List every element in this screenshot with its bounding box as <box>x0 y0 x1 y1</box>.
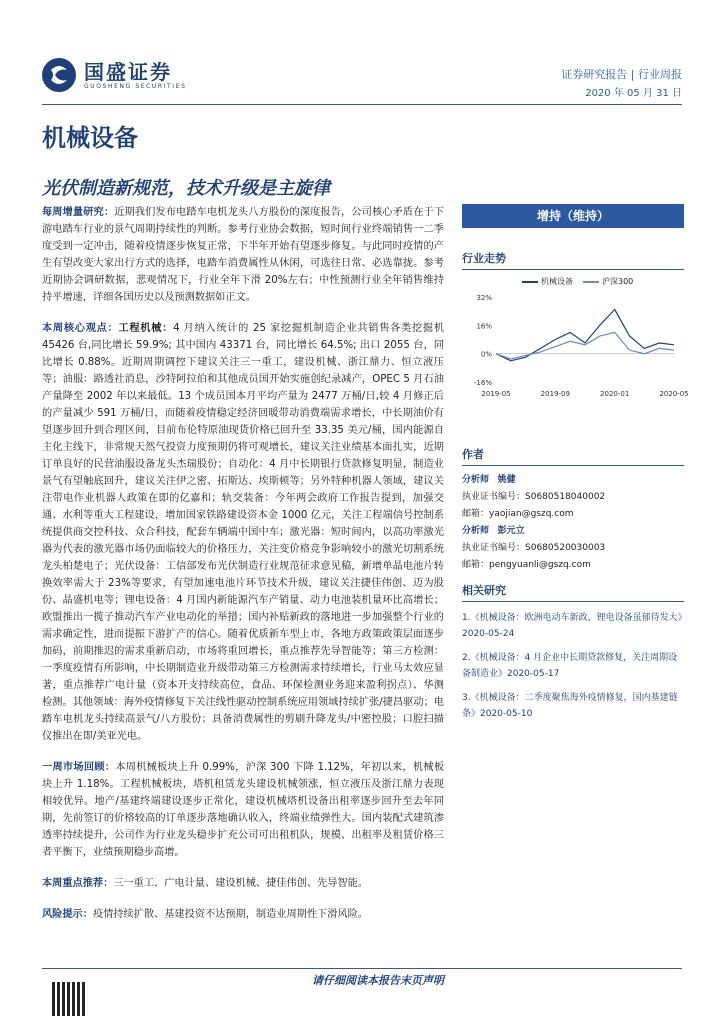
footer-divider <box>42 968 682 969</box>
trend-chart <box>462 276 689 416</box>
logo-english: GUOSHENG SECURITIES <box>84 82 187 90</box>
rating-badge: 增持（维持） <box>462 204 684 228</box>
series-line <box>496 332 674 359</box>
page-subtitle: 光伏制造新规范，技术升级是主旋律 <box>42 178 330 199</box>
related-item[interactable]: 2.《机械设备：4 月企业中长期贷款修复，关注周期设备制造业》2020-05-17 <box>462 653 678 679</box>
related-list <box>462 610 684 722</box>
main-text <box>42 204 444 937</box>
y-tick-label: -16% <box>473 379 492 387</box>
page-title: 机械设备 <box>42 123 138 152</box>
x-tick-label: 2020-01 <box>600 390 630 398</box>
legend-item: 沪深300 <box>583 276 633 287</box>
related-item[interactable]: 1.《机械设备：欧洲电动车新政，锂电设备虽郁待发大》2020-05-24 <box>462 613 683 639</box>
report-type: 证券研究报告 | 行业周报 <box>561 68 682 81</box>
footer-disclaimer: 请仔细阅读本报告末页声明 <box>312 974 444 987</box>
author-heading: 作者 <box>462 446 684 466</box>
market-review: 一周市场回顾：本周机械板块上升 0.99%，沪深 300 下降 1.12%，年初以来，机械板块上升 1.18%。工程机械板块，塔机租赁龙头建设机械领涨，恒立液压及浙江鼎力表现相较优异。地产/基建终端建设逐步正常化，建设机械塔机设备出租率逐步回升至去年同期，先前签订的价格较高的订单逐步落地确认收入，终端业绩弹性大。国内装配式建筑渗透率持续提升，公司作为行业龙头稳步扩充公司可出租机队，规模、出租率及租赁价格三者平衡下，业绩预期稳步高增。 <box>42 762 445 858</box>
logo-icon <box>42 58 76 92</box>
author-block: 分析师 姚健 执业证书编号：S0680518040002 邮箱：yaojian@gszq.com 分析师 彭元立 执业证书编号：S0680520030003 邮箱：pengyuanli@gszq.com <box>462 472 684 574</box>
x-tick-label: 2019-05 <box>481 390 511 398</box>
risk-warning: 风险提示：疫情持续扩散、基建投资不达预期，制造业周期性下滑风险。 <box>42 909 368 920</box>
legend-item: 机械设备 <box>522 276 573 287</box>
logo-name: 国盛证券 <box>84 59 172 84</box>
core-views: 本周核心观点：工程机械：4 月纳入统计的 25 家挖掘机制造企业共销售各类挖掘机 45426 台,同比增长 59.9%; 其中国内 43371 台，同比增长 64.5%; 出口 2055 台，同比增长 0.88%。近期周期调控下建议关注三一重工，建设机械、浙江鼎力、恒立液压等；油服：路透社消息，沙特阿拉伯和其他成员国开始实施创纪录减产，OPEC 5 月石油产量降至 2002 年以来最低。13 个成员国本月平均产量为 2477 万桶/日,较 4 月修正后的产量减少 591 万桶/日，而随着疫情稳定经济回暖带动消费端需求增长，中长期油价有望逐步回升到合理区间，目前布伦特原油现货价格已回升至 33.35 美元/桶，国内能源自主化主线下，非常规天然气投资力度预期仍将可观增长，建议关注业绩基本面扎实，近期订单良好的民营油服设备龙头杰瑞股份；自动化：4 月中长期银行贷款修复明显，制造业景气有望触底回升，建议关注伊之密、拓斯达、埃斯顿等；另外特种机器人领域，建议关注带电作业机器人政策在即的亿嘉和；轨交装备：今年两会政府工作报告提到，加强交通、水利等重大工程建设，增加国家铁路建设资本金 1000 亿元，关注工程端信号控制系统提供商交控科技、众合科技，配套车辆端中国中车；激光器：短时间内，以高功率激光器为代表的激光器市场仍面临较大的价格压力，关注变价格竞争影响较小的激光切割系统龙头柏楚电子；光伏设备：工信部发布光伏制造行业规范征求意见稿，新增单晶电池片转换效率需大于 23%等要求，有望加速电池片环节技术升级，建议关注捷佳伟创、迈为股份、晶盛机电等；锂电设备：4 月国内新能源汽车产销量、动力电池装机量环比高增长；欧盟推出一揽子推动汽车产业电动化的举措；国内补贴新政的落地进一步加强整个行业的需求确定性，进而提振下游扩产的信心。随着优质新车型上市，各地方政策政策层面逐步加码，前期推迟的需求重新启动，市场将重回增长，重点推荐先导智能等；第三方检测：一季度疫情有所影响，中长期制造业升级带动第三方检测需求持续增长，行业马太效应显著，重点推荐广电计量（资本开支持续高位，食品、环保检测业务迎来盈利拐点）、华测检测。其他领域：海外疫情修复下关注线性驱动控制系统应用领域持续扩张/捷昌驱动；电踏车电机龙头持续高景气/八方股份；具备消费属性的剪刷升降龙头/中密控股；口腔扫描仪推出在即/美亚光电。 <box>42 323 445 742</box>
related-heading: 相关研究 <box>462 582 684 602</box>
weekly-research: 每周增量研究：近期我们发布电踏车电机龙头八方股份的深度报告，公司核心矛盾在于下游电踏车行业的景气周期持续性的判断。参考行业协会数据，短时间行业终端销售一二季度受到一定冲击，随着疫情逐步恢复正常，下半年开始有望逐步修复。与此同时疫情的产生有望改变大家出行方式的选择，电踏车消费属性从休闲，可选往日常、必选靠拢。参考近期协会调研数据，悲观情况下，行业全年下滑 20%左右；中性预测行业全年销售维持持平增速，详细各国历史以及预测数据如正文。 <box>42 207 445 303</box>
chart-plot <box>462 287 689 412</box>
analyst-name: 姚健 <box>497 475 516 485</box>
report-date: 2020 年 05 月 31 日 <box>585 88 682 99</box>
x-tick-label: 2019-09 <box>540 390 570 398</box>
header-divider <box>42 104 682 105</box>
key-picks: 本周重点推荐：三一重工、广电计量、建设机械、捷佳伟创、先导智能。 <box>42 878 368 889</box>
qr-code-icon <box>52 982 86 1016</box>
sidebar <box>462 204 689 722</box>
y-tick-label: 0% <box>480 350 492 359</box>
y-tick-label: 32% <box>476 294 492 302</box>
analyst-email[interactable]: 邮箱：pengyuanli@gszq.com <box>462 560 591 570</box>
y-tick-label: 16% <box>476 322 492 331</box>
analyst-name: 彭元立 <box>497 526 525 536</box>
analyst-email[interactable]: 邮箱：yaojian@gszq.com <box>462 509 574 519</box>
trend-heading: 行业走势 <box>462 250 684 270</box>
x-tick-label: 2020-05 <box>659 390 689 398</box>
company-logo <box>42 58 186 92</box>
chart-legend <box>522 276 684 287</box>
related-item[interactable]: 3.《机械设备：二季度聚焦海外疫情修复，国内基建链条》2020-05-10 <box>462 693 678 719</box>
